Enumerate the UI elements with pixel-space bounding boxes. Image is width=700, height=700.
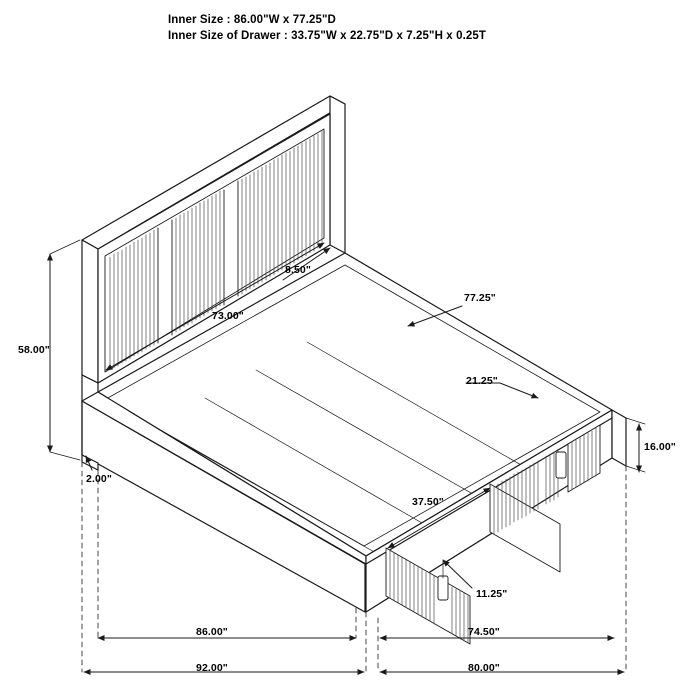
dim-label-overall-width: 92.00"	[196, 662, 228, 674]
side-drawer-pull	[556, 452, 566, 478]
inner-size-text: Inner Size : 86.00"W x 77.25"D	[168, 14, 336, 26]
front-drawer-pull	[438, 576, 448, 600]
dim-label-inner-depth-side: 74.50"	[468, 626, 500, 638]
dim-label-rail-thickness: 2.00"	[86, 473, 112, 485]
dim-label-deck-height: 16.00"	[644, 441, 676, 453]
dim-label-overall-depth: 80.00"	[468, 662, 500, 674]
dim-16	[626, 418, 645, 472]
inner-drawer-size-text: Inner Size of Drawer : 33.75"W x 22.75"D x 7.25"H x 0.25T	[168, 30, 487, 42]
dim-label-headboard-height: 58.00"	[18, 344, 50, 356]
dim-label-headboard-panel-offset: 8.50"	[285, 264, 311, 276]
dim-label-headboard-inner-width: 73.00"	[212, 310, 244, 322]
dim-58	[50, 240, 80, 460]
dim-label-side-rail-depth: 21.25"	[466, 375, 498, 387]
dim-label-drawer-height: 11.25"	[476, 588, 508, 600]
dim-label-inner-width-front: 86.00"	[196, 626, 228, 638]
dim-label-drawer-width: 37.50"	[412, 496, 444, 508]
dim-label-mattress-depth: 77.25"	[464, 292, 496, 304]
